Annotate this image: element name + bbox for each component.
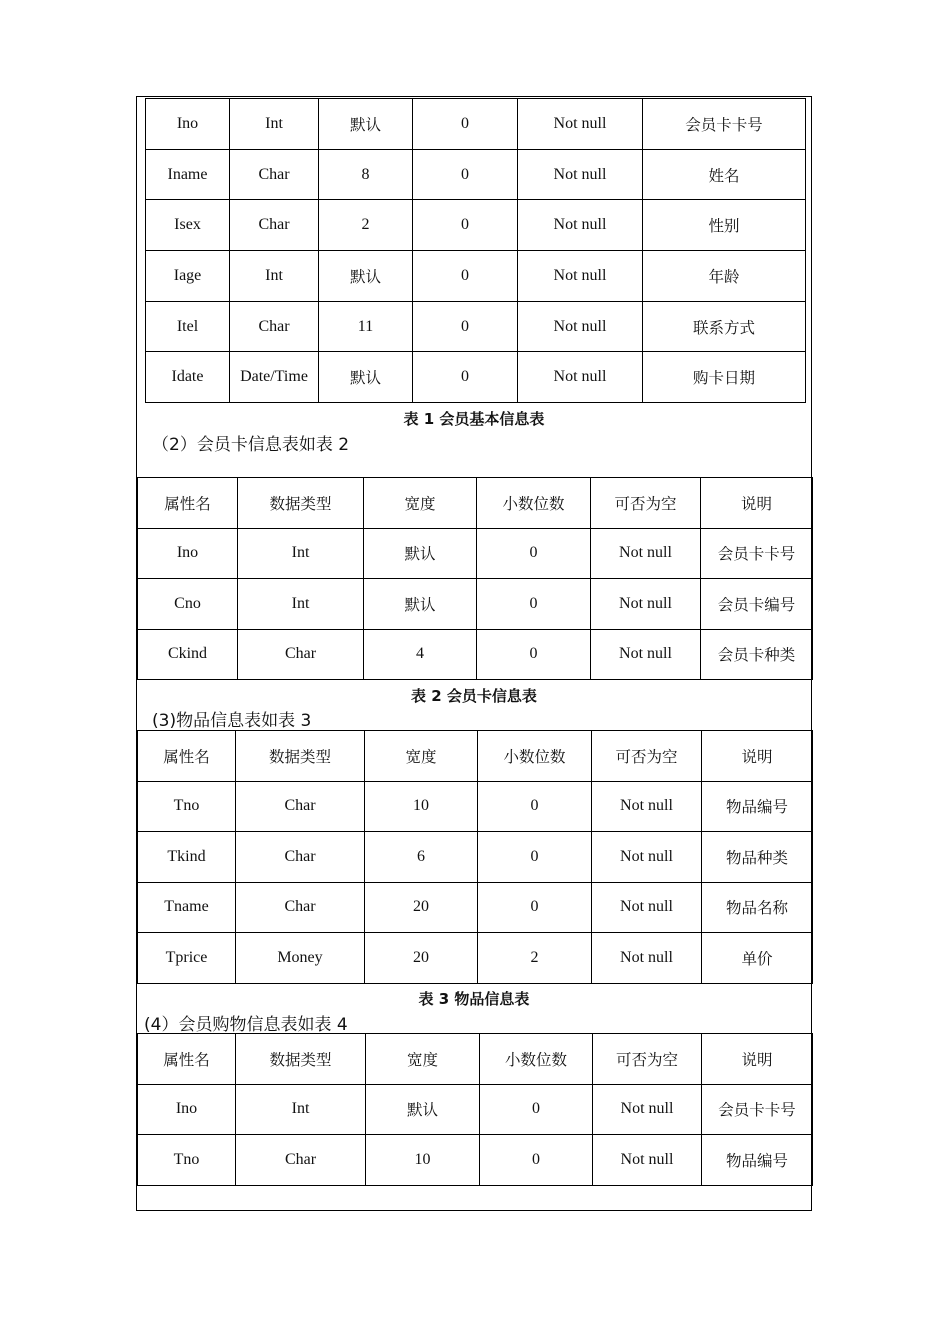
section4-heading: (4）会员购物信息表如表 4 [144,1015,348,1035]
table-cell: Iname [146,149,230,200]
table-row [138,933,813,984]
table-cell: 0 [478,781,592,832]
table-cell: Money [236,933,365,984]
table-cell: Char [230,149,319,200]
table-cell: 物品名称 [702,882,813,933]
table-cell: 2 [478,933,592,984]
table-cell: Not null [592,933,702,984]
table-cell: Ckind [138,629,238,680]
table-cell: Int [238,579,364,630]
table-cell: 宽度 [366,1034,480,1085]
table-cell: 姓名 [643,149,806,200]
member-info-table-body [146,99,806,403]
table-cell: Ino [138,1084,236,1135]
member-purchase-table [137,1033,813,1186]
table-row [138,1135,813,1186]
table-cell: 默认 [319,251,413,302]
table-cell: 购卡日期 [643,352,806,403]
table-cell: 10 [366,1135,480,1186]
table-row [138,528,813,579]
table-cell: 0 [413,251,518,302]
table-row [138,579,813,630]
table-cell: 说明 [702,1034,813,1085]
table-row [138,781,813,832]
table1-caption: 表 1 会员基本信息表 [403,410,545,428]
table-cell: 可否为空 [591,478,701,529]
table-cell: 宽度 [365,731,478,782]
table-cell: 默认 [364,579,477,630]
table-cell: Not null [518,149,643,200]
table-cell: Tname [138,882,236,933]
table-cell: 4 [364,629,477,680]
table-cell: Char [236,1135,366,1186]
table-cell: 默认 [319,99,413,150]
table-cell: 联系方式 [643,301,806,352]
table-cell: 说明 [702,731,813,782]
table-cell: 20 [365,933,478,984]
goods-info-table [137,730,813,984]
table-cell: Not null [591,579,701,630]
table-cell: 数据类型 [238,478,364,529]
table-cell: Not null [518,301,643,352]
table-cell: 数据类型 [236,731,365,782]
table-cell: Char [236,832,365,883]
table-cell: 0 [477,579,591,630]
table-cell: 6 [365,832,478,883]
table-cell: Not null [518,200,643,251]
table-cell: 小数位数 [478,731,592,782]
table-cell: Not null [518,99,643,150]
table2-caption: 表 2 会员卡信息表 [411,687,537,705]
table-cell: Tno [138,781,236,832]
table-cell: 2 [319,200,413,251]
table-cell: 物品种类 [702,832,813,883]
table-cell: 宽度 [364,478,477,529]
table-row [138,832,813,883]
table-cell: Not null [593,1084,702,1135]
table-cell: 0 [413,200,518,251]
table-cell: 属性名 [138,478,238,529]
table-cell: 说明 [701,478,813,529]
table-cell: 默认 [366,1084,480,1135]
table-cell: Char [238,629,364,680]
table-cell: 10 [365,781,478,832]
table-cell: 年龄 [643,251,806,302]
table-row [146,99,806,150]
table-cell: 会员卡卡号 [643,99,806,150]
table-cell: 0 [477,528,591,579]
table-cell: Idate [146,352,230,403]
table-cell: 可否为空 [592,731,702,782]
table-cell: Iage [146,251,230,302]
table-cell: Not null [591,528,701,579]
table-cell: 小数位数 [480,1034,593,1085]
member-purchase-table-body [138,1084,813,1185]
table-cell: 0 [413,352,518,403]
section3-heading: (3)物品信息表如表 3 [152,711,312,731]
table-cell: 会员卡卡号 [701,528,813,579]
table-cell: 0 [413,99,518,150]
table-cell: Char [236,882,365,933]
member-card-table [137,477,813,680]
table-cell: Cno [138,579,238,630]
table-cell: Tkind [138,832,236,883]
table-cell: 0 [480,1084,593,1135]
table-cell: Char [230,301,319,352]
table-cell: Isex [146,200,230,251]
table-cell: Itel [146,301,230,352]
table-cell: 会员卡卡号 [702,1084,813,1135]
member-purchase-table-header [138,1034,813,1085]
table-cell: 0 [480,1135,593,1186]
member-card-table-body [138,528,813,680]
table-cell: Char [236,781,365,832]
table-cell: 0 [478,882,592,933]
table-cell: 物品编号 [702,1135,813,1186]
table-cell: Date/Time [230,352,319,403]
table-cell: 小数位数 [477,478,591,529]
table-cell: 8 [319,149,413,200]
goods-info-table-header [138,731,813,782]
table-cell: 物品编号 [702,781,813,832]
table-cell: Ino [146,99,230,150]
table3-caption: 表 3 物品信息表 [418,990,530,1008]
table-cell: Not null [592,781,702,832]
table-cell: 0 [413,149,518,200]
table-header-row [138,478,813,529]
member-info-table [145,98,806,403]
table-cell: 0 [477,629,591,680]
table-row [146,301,806,352]
table-row [146,200,806,251]
table-cell: Int [238,528,364,579]
table-cell: 0 [478,832,592,883]
table-cell: Int [236,1084,366,1135]
table-cell: Int [230,99,319,150]
table-cell: 性别 [643,200,806,251]
table-cell: Not null [593,1135,702,1186]
table-row [146,251,806,302]
goods-info-table-body [138,781,813,983]
table-cell: 数据类型 [236,1034,366,1085]
table-cell: 单价 [702,933,813,984]
table-cell: Tprice [138,933,236,984]
table-cell: 属性名 [138,731,236,782]
table-cell: 属性名 [138,1034,236,1085]
table-cell: 0 [413,301,518,352]
table-cell: Ino [138,528,238,579]
table-cell: Not null [518,352,643,403]
section2-heading: （2）会员卡信息表如表 2 [152,435,350,455]
table-cell: 可否为空 [593,1034,702,1085]
table-row [146,352,806,403]
table-cell: 会员卡编号 [701,579,813,630]
table-cell: Tno [138,1135,236,1186]
table-cell: 11 [319,301,413,352]
table-row [138,882,813,933]
table-cell: Not null [592,882,702,933]
table-cell: Int [230,251,319,302]
table-header-row [138,1034,813,1085]
table-header-row [138,731,813,782]
table-cell: Not null [518,251,643,302]
table-cell: Not null [591,629,701,680]
table-cell: Char [230,200,319,251]
member-card-table-header [138,478,813,529]
table-cell: 默认 [364,528,477,579]
table-cell: 20 [365,882,478,933]
table-row [146,149,806,200]
table-cell: 会员卡种类 [701,629,813,680]
table-cell: Not null [592,832,702,883]
table-cell: 默认 [319,352,413,403]
table-row [138,629,813,680]
table-row [138,1084,813,1135]
